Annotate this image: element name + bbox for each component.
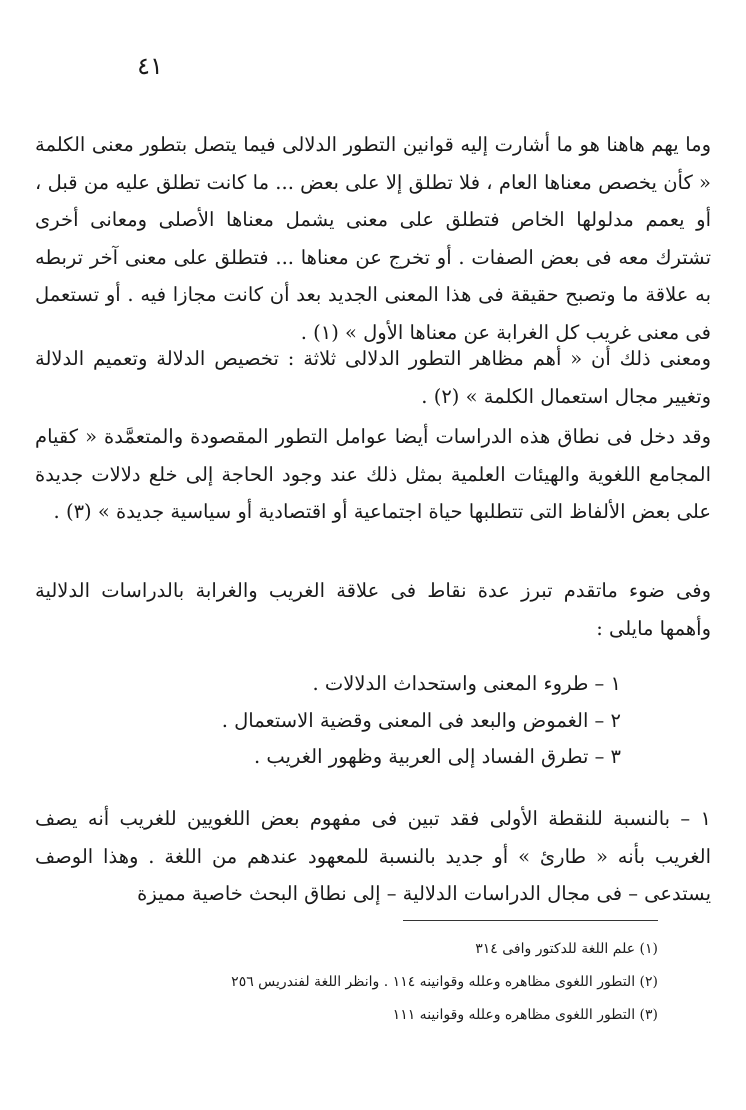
paragraph-first-point: ١ – بالنسبة للنقطة الأولى فقد تبين فى مفهوم بعض اللغويين للغريب أنه يصف الغريب بأنه « طارئ » أو جديد بالنسبة للمعهود عندهم من اللغة . وهذا الوصف يستدعى – فى مجال الدراسات الدلالية – إلى نطاق البحث خاصية مميزة bbox=[35, 807, 711, 905]
paragraph-semantic-change: وما يهم هاهنا هو ما أشارت إليه قوانين التطور الدلالى فيما يتصل بتطور معنى الكلمة « كأن يخصص معناها العام ، فلا تطلق إلا على بعض ... ما كانت تطلق عليه من قبل ، أو يعمم مدلولها الخاص فتطلق على معنى يشمل معناها الأصلى ومعانى أخرى تشترك معه فى بعض الصفات . أو تخرج عن معناها ... فتطلق على معنى آخر تربطه به علاقة ما وتصبح حقيقة فى هذا المعنى الجديد بعد أن كانت مجازا فيه . أو تستعمل فى معنى غريب كل الغرابة عن معناها الأول » (١) . bbox=[35, 133, 711, 344]
page-number: ٤١ bbox=[137, 52, 163, 80]
list-item: ١ – طروء المعنى واستحداث الدلالات . bbox=[312, 672, 621, 695]
paragraph-semantic-aspects: ومعنى ذلك أن « أهم مظاهر التطور الدلالى ثلاثة : تخصيص الدلالة وتعميم الدلالة وتغيير مجال استعمال الكلمة » (٢) . bbox=[35, 347, 711, 408]
footnote: (٣) التطور اللغوى مظاهره وعلله وقوانينه ١١١ bbox=[392, 1007, 658, 1023]
footnote: (١) علم اللغة للدكتور وافى ٣١٤ bbox=[475, 941, 658, 957]
list-item: ٢ – الغموض والبعد فى المعنى وقضية الاستعمال . bbox=[221, 708, 621, 732]
list-item: ٣ – تطرق الفساد إلى العربية وظهور الغريب . bbox=[254, 745, 621, 768]
footnotes bbox=[58, 933, 658, 1032]
footnote-divider bbox=[403, 920, 658, 921]
points-list bbox=[35, 666, 711, 776]
paragraph-intentional-factors: وقد دخل فى نطاق هذه الدراسات أيضا عوامل التطور المقصودة والمتعمَّدة « كقيام المجامع اللغوية والهيئات العلمية بمثل ذلك عند وجود الحاجة إلى خلع دلالات جديدة على بعض الألفاظ التى تتطلبها حياة اجتماعية أو اقتصادية أو سياسية جديدة » (٣) . bbox=[35, 425, 711, 523]
footnote: (٢) التطور اللغوى مظاهره وعلله وقوانينه ١١٤ . وانظر اللغة لفندريس ٢٥٦ bbox=[231, 974, 658, 990]
paragraph-points-intro: وفى ضوء ماتقدم تبرز عدة نقاط فى علاقة الغريب والغرابة بالدراسات الدلالية وأهمها مايلى : bbox=[35, 579, 711, 640]
